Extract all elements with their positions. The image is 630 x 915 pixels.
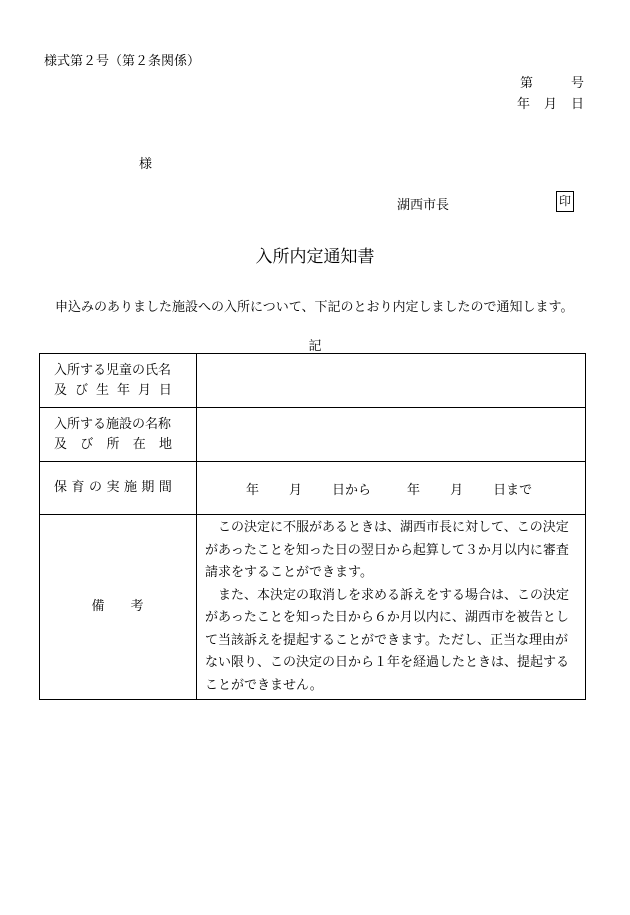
label-line: 入所する児童の氏名 <box>54 362 172 378</box>
label-child-name-birthdate <box>40 354 197 408</box>
char: 在 <box>132 436 146 452</box>
period-start-year: 年 <box>246 482 260 498</box>
issuer-name: 湖西市長 <box>397 198 450 213</box>
table-row-child <box>40 354 586 408</box>
remarks-paragraph-lawsuit: また、本決定の取消しを求める訴えをする場合は、この決定があったことを知った日から６か月以内に、湖西市を被告として当該訴えを提起することができます。ただし、正当な理由がない限り、この決定の日から１年を経過したときは、提起することができません。 <box>205 587 570 693</box>
table-row-facility <box>40 408 586 462</box>
char: の <box>88 480 102 495</box>
label-care-period <box>40 462 197 515</box>
char: 地 <box>158 436 172 452</box>
char: 生 <box>95 382 109 398</box>
char: 月 <box>137 382 151 398</box>
char: 日 <box>158 382 172 398</box>
label-line-distributed <box>54 478 172 498</box>
period-line <box>198 479 584 498</box>
table-row-period <box>40 462 586 515</box>
label-remarks: 備 考 <box>40 515 197 700</box>
value-child-name-birthdate[interactable] <box>197 354 586 408</box>
seal-mark: 印 <box>556 191 574 212</box>
char: 実 <box>106 480 120 495</box>
value-facility-name-address[interactable] <box>197 408 586 462</box>
date-day: 日 <box>570 97 584 112</box>
char: 育 <box>71 480 85 495</box>
addressee-honorific: 様 <box>139 157 153 172</box>
char: 間 <box>158 480 172 495</box>
date-month: 月 <box>543 97 557 112</box>
char: 施 <box>123 480 137 495</box>
period-end-month: 月 <box>450 482 464 498</box>
char: 所 <box>106 436 120 452</box>
ref-dai: 第 <box>519 76 533 91</box>
label-line-distributed <box>54 381 172 401</box>
period-end-year: 年 <box>407 482 421 498</box>
reference-number <box>520 72 584 91</box>
char: 期 <box>141 480 155 495</box>
char: び <box>74 382 88 398</box>
date-year: 年 <box>516 97 530 112</box>
period-start-month: 月 <box>289 482 303 498</box>
period-end-day: 日まで <box>493 482 533 498</box>
value-care-period[interactable] <box>197 462 586 515</box>
remarks-paragraph-appeal: この決定に不服があるときは、湖西市長に対して、この決定があったことを知った日の翌日から起算して３か月以内に審査請求をすることができます。 <box>205 520 569 580</box>
table-row-remarks <box>40 515 586 700</box>
period-start-day: 日から <box>332 482 372 498</box>
char: 及 <box>54 382 68 398</box>
detail-table <box>39 353 586 700</box>
remarks-text <box>197 515 586 700</box>
ki-marker: 記 <box>308 339 322 354</box>
document-title: 入所内定通知書 <box>255 247 375 267</box>
char: 年 <box>116 382 130 398</box>
issue-date <box>517 93 584 112</box>
intro-text: 申込みのありました施設への入所について、下記のとおり内定しましたので通知します。 <box>55 300 574 315</box>
char: 保 <box>54 480 68 495</box>
label-facility-name-address <box>40 408 197 462</box>
label-line: 入所する施設の名称 <box>54 416 172 432</box>
label-line-distributed <box>54 435 172 455</box>
char: 及 <box>54 436 68 452</box>
form-number: 様式第２号（第２条関係） <box>44 54 201 69</box>
ref-go: 号 <box>570 76 584 91</box>
char: び <box>80 436 94 452</box>
